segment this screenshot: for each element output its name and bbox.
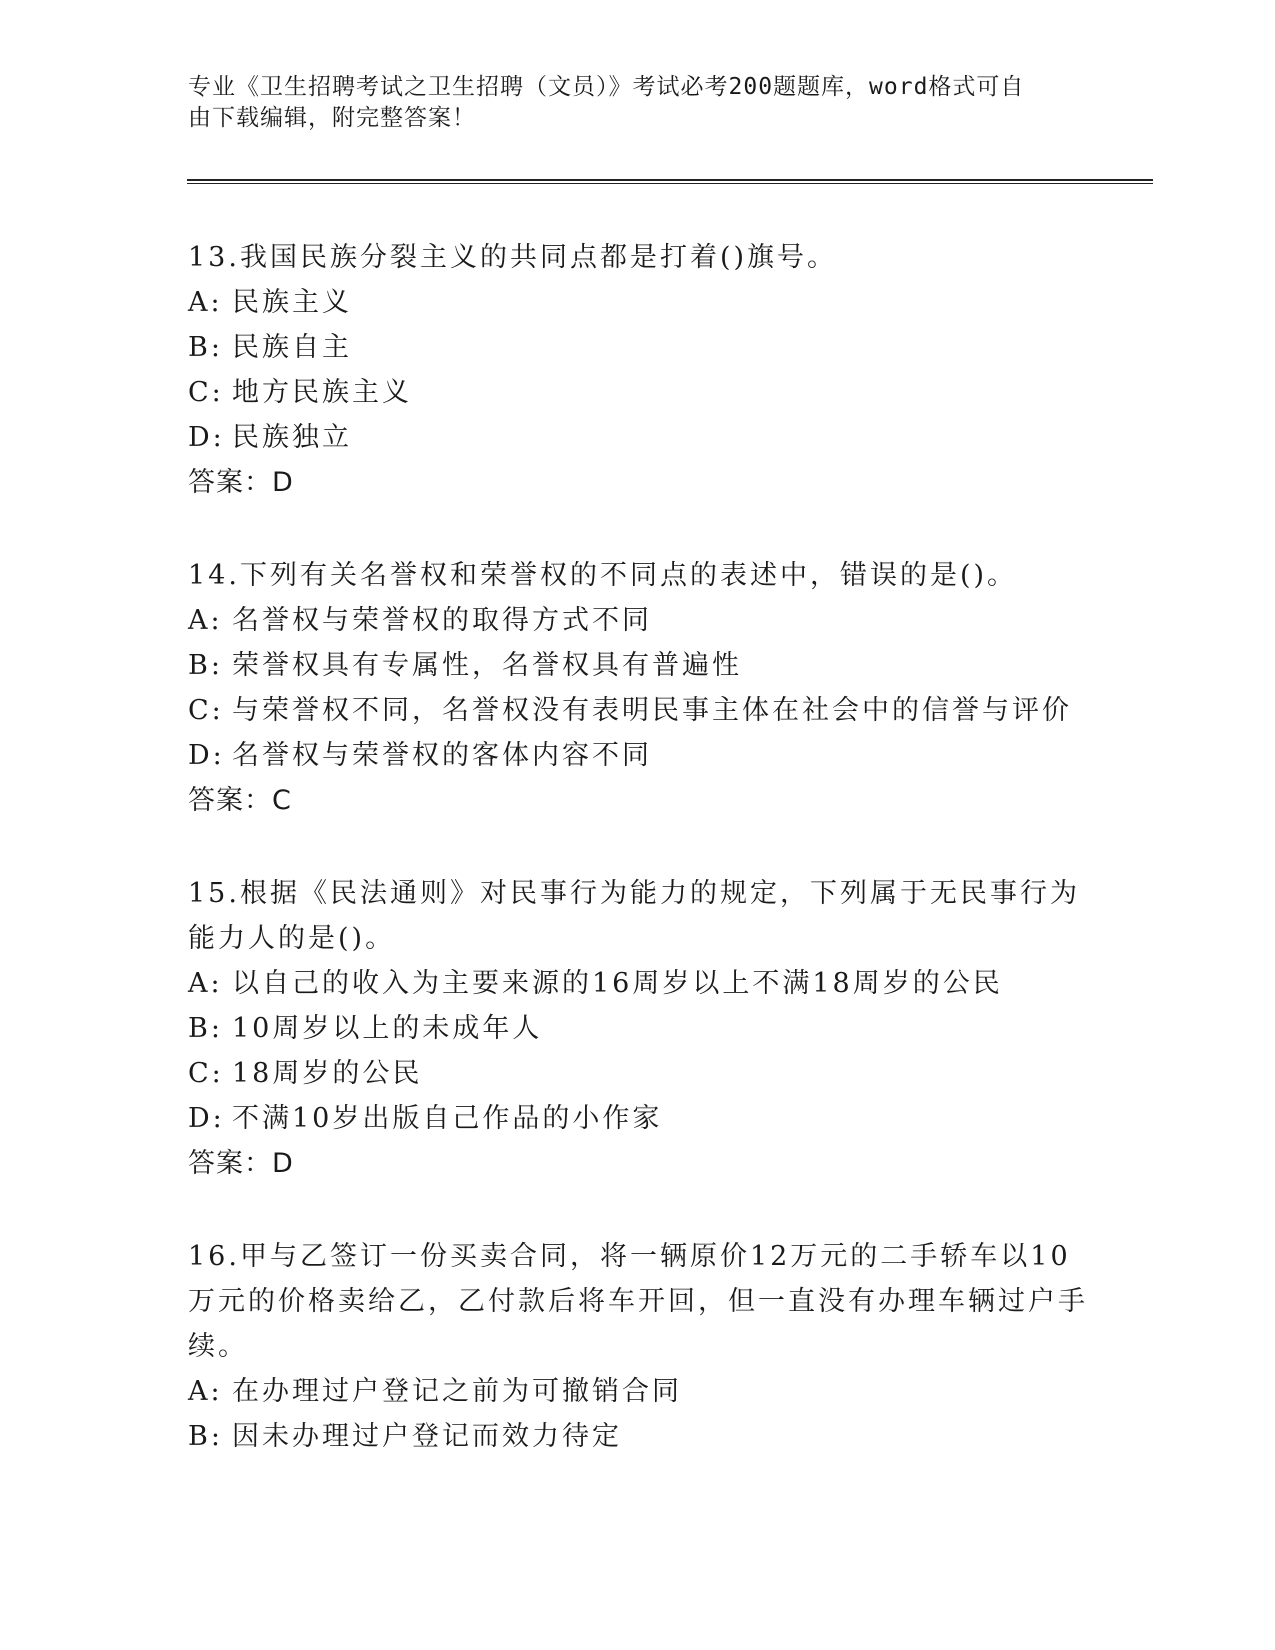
option-letter: C: [188, 695, 224, 726]
header-divider-thick [187, 179, 1153, 181]
option-letter: D: [188, 1103, 225, 1134]
option-letter: A: [188, 968, 223, 999]
option-text: 在办理过户登记之前为可撤销合同 [232, 1376, 682, 1407]
option-b [188, 325, 1088, 370]
option-c [188, 370, 1088, 415]
document-header [188, 72, 1088, 134]
option-letter: D: [188, 740, 225, 771]
question-14 [188, 553, 1088, 823]
option-letter: C: [188, 377, 224, 408]
option-letter: A: [188, 287, 223, 318]
option-a [188, 1369, 1088, 1414]
question-stem: 16.甲与乙签订一份买卖合同，将一辆原价12万元的二手轿车以10万元的价格卖给乙，乙付款后将车开回，但一直没有办理车辆过户手续。 [188, 1241, 1088, 1362]
question-list [188, 235, 1088, 1507]
option-letter: D: [188, 422, 225, 453]
option-letter: A: [188, 605, 223, 636]
answer-line: 答案：D [188, 1148, 294, 1179]
question-stem: 14.下列有关名誉权和荣誉权的不同点的表述中，错误的是()。 [188, 560, 1018, 591]
header-divider-thin [187, 183, 1153, 184]
option-text: 以自己的收入为主要来源的16周岁以上不满18周岁的公民 [232, 968, 1003, 999]
option-b [188, 1006, 1088, 1051]
option-text: 10周岁以上的未成年人 [232, 1013, 543, 1044]
option-c [188, 688, 1088, 733]
option-letter: C: [188, 1058, 224, 1089]
option-text: 民族自主 [232, 332, 352, 363]
option-text: 民族独立 [232, 422, 352, 453]
question-16 [188, 1234, 1088, 1459]
option-letter: B: [188, 1421, 223, 1452]
option-text: 民族主义 [232, 287, 352, 318]
option-text: 18周岁的公民 [232, 1058, 423, 1089]
question-stem: 15.根据《民法通则》对民事行为能力的规定，下列属于无民事行为能力人的是()。 [188, 878, 1080, 954]
option-text: 与荣誉权不同，名誉权没有表明民事主体在社会中的信誉与评价 [232, 695, 1072, 726]
option-a [188, 598, 1088, 643]
option-c [188, 1051, 1088, 1096]
option-letter: A: [188, 1376, 223, 1407]
question-15 [188, 871, 1088, 1186]
question-stem: 13.我国民族分裂主义的共同点都是打着()旗号。 [188, 242, 838, 273]
option-letter: B: [188, 332, 223, 363]
option-letter: B: [188, 650, 223, 681]
option-text: 名誉权与荣誉权的取得方式不同 [232, 605, 652, 636]
option-text: 因未办理过户登记而效力待定 [232, 1421, 622, 1452]
option-b [188, 1414, 1088, 1459]
answer-line: 答案：D [188, 467, 294, 498]
option-text: 地方民族主义 [232, 377, 412, 408]
option-d [188, 733, 1088, 778]
option-letter: B: [188, 1013, 223, 1044]
option-b [188, 643, 1088, 688]
option-text: 荣誉权具有专属性，名誉权具有普遍性 [232, 650, 742, 681]
option-a [188, 280, 1088, 325]
header-line-1: 专业《卫生招聘考试之卫生招聘（文员）》考试必考200题题库，word格式可自 [188, 74, 1025, 100]
option-text: 不满10岁出版自己作品的小作家 [232, 1103, 663, 1134]
option-d [188, 415, 1088, 460]
answer-line: 答案：C [188, 785, 292, 816]
option-d [188, 1096, 1088, 1141]
option-a [188, 961, 1088, 1006]
option-text: 名誉权与荣誉权的客体内容不同 [232, 740, 652, 771]
header-line-2: 由下载编辑，附完整答案！ [188, 105, 476, 131]
question-13 [188, 235, 1088, 505]
